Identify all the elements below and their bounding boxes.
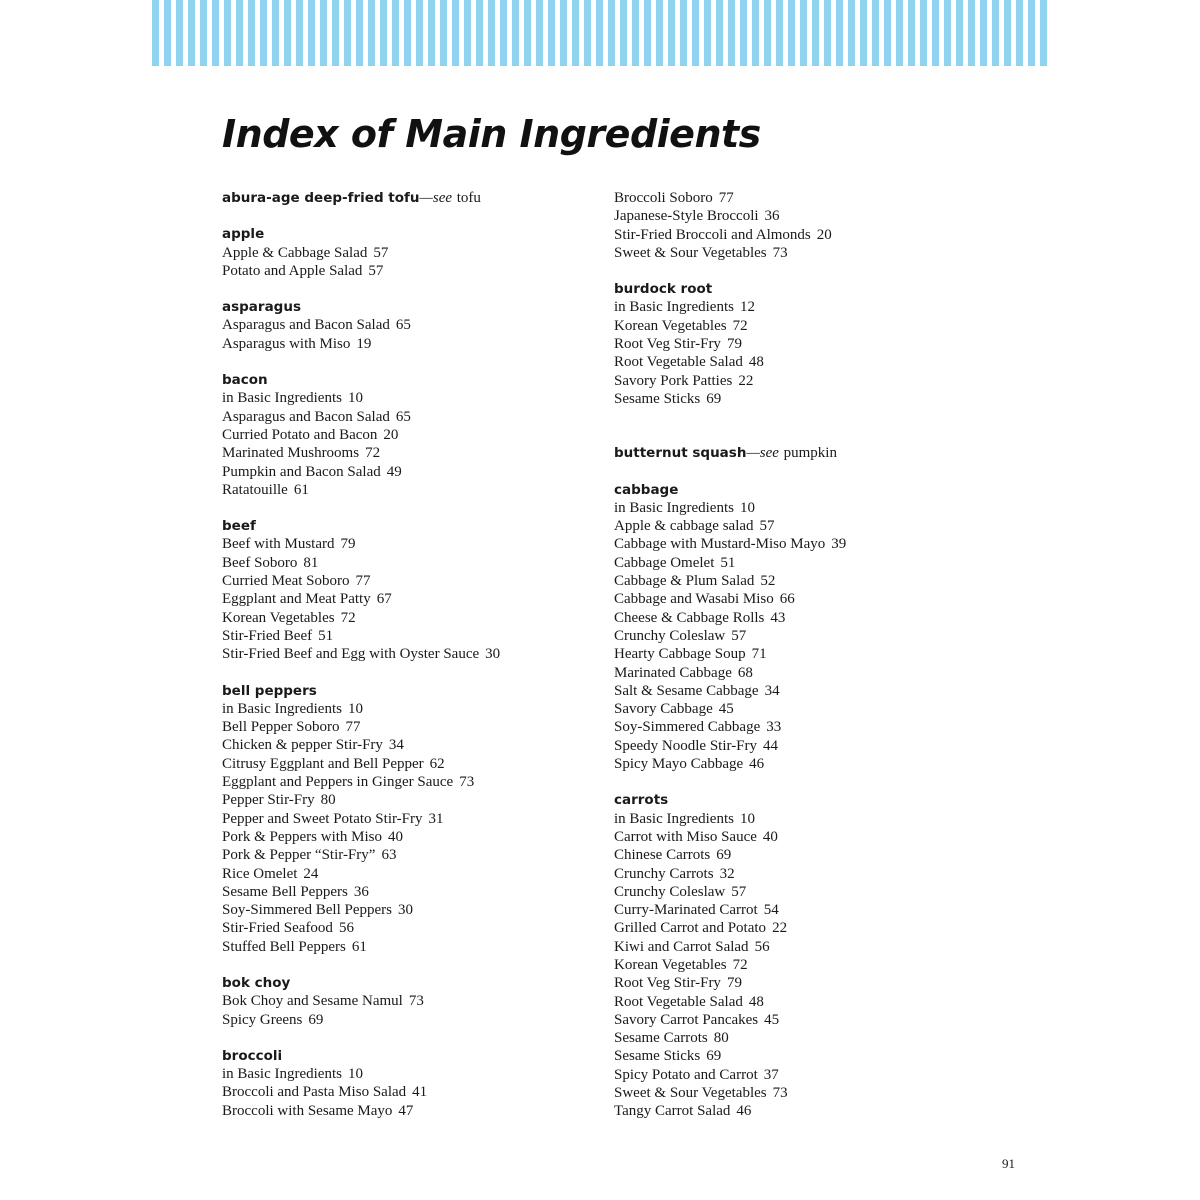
index-item <box>222 901 602 919</box>
index-item <box>614 810 1014 828</box>
item-page: 37 <box>763 1066 779 1083</box>
see-dash: — <box>419 190 433 206</box>
item-name: Pork & Peppers with Miso <box>222 828 383 845</box>
index-item <box>222 919 602 937</box>
index-item <box>614 700 1014 718</box>
decorative-stripe-band <box>152 0 1048 66</box>
index-item <box>614 865 1014 883</box>
index-item <box>614 846 1014 864</box>
item-name: Citrusy Eggplant and Bell Pepper <box>222 755 424 772</box>
index-item <box>614 993 1014 1011</box>
index-item <box>614 883 1014 901</box>
item-page: 56 <box>754 938 770 955</box>
index-entry <box>222 189 602 207</box>
index-item <box>614 1029 1014 1047</box>
item-page: 57 <box>731 883 747 900</box>
item-name: Sweet & Sour Vegetables <box>614 244 767 261</box>
index-item <box>222 1011 602 1029</box>
item-name: in Basic Ingredients <box>614 810 734 827</box>
item-page: 81 <box>303 554 319 571</box>
entry-heading <box>614 444 1014 462</box>
item-page: 12 <box>739 299 755 316</box>
see-target: tofu <box>456 190 481 206</box>
index-entry <box>222 1047 602 1120</box>
index-item <box>222 389 602 407</box>
entry-heading-text: carrots <box>614 792 669 809</box>
item-page: 10 <box>347 1066 363 1083</box>
item-name: Ratatouille <box>222 481 288 498</box>
index-item <box>222 244 602 262</box>
item-page: 52 <box>760 573 776 590</box>
item-name: Pork & Pepper “Stir-Fry” <box>222 847 376 864</box>
item-name: Savory Cabbage <box>614 701 713 718</box>
item-page: 65 <box>395 408 411 425</box>
entry-heading <box>222 682 602 700</box>
item-name: Asparagus and Bacon Salad <box>222 317 390 334</box>
item-page: 69 <box>716 847 732 864</box>
item-page: 10 <box>347 390 363 407</box>
item-name: Korean Vegetables <box>614 956 727 973</box>
item-page: 73 <box>459 774 475 791</box>
item-page: 19 <box>356 335 372 352</box>
index-item <box>614 1047 1014 1065</box>
item-page: 32 <box>719 865 735 882</box>
index-item <box>614 554 1014 572</box>
item-name: Root Vegetable Salad <box>614 993 743 1010</box>
item-page: 65 <box>395 317 411 334</box>
item-name: Curried Meat Soboro <box>222 573 350 590</box>
item-page: 20 <box>816 226 832 243</box>
item-name: Pumpkin and Bacon Salad <box>222 463 381 480</box>
entry-heading <box>222 974 602 992</box>
item-page: 10 <box>739 499 755 516</box>
index-item <box>222 444 602 462</box>
entry-heading <box>222 189 602 207</box>
item-name: Curry-Marinated Carrot <box>614 902 758 919</box>
item-name: Stuffed Bell Peppers <box>222 938 346 955</box>
item-name: Soy-Simmered Bell Peppers <box>222 902 392 919</box>
see-reference: see <box>759 445 779 462</box>
item-page: 10 <box>739 810 755 827</box>
index-item <box>222 426 602 444</box>
index-item <box>614 590 1014 608</box>
item-page: 67 <box>376 591 392 608</box>
item-page: 69 <box>706 1048 722 1065</box>
index-item <box>222 316 602 334</box>
index-item <box>614 244 1014 262</box>
item-page: 54 <box>763 902 779 919</box>
entry-heading-text: asparagus <box>222 299 301 316</box>
item-page: 66 <box>779 591 795 608</box>
entry-heading <box>614 280 1014 298</box>
index-item <box>614 938 1014 956</box>
item-page: 62 <box>429 755 445 772</box>
item-name: Apple & cabbage salad <box>614 518 754 535</box>
entry-heading-text: broccoli <box>222 1047 283 1064</box>
index-item <box>614 207 1014 225</box>
item-page: 22 <box>772 920 788 937</box>
index-item <box>614 189 1014 207</box>
item-name: in Basic Ingredients <box>222 700 342 717</box>
item-page: 48 <box>748 354 764 371</box>
item-name: Sweet & Sour Vegetables <box>614 1085 767 1102</box>
index-item <box>614 645 1014 663</box>
item-page: 51 <box>318 627 334 644</box>
item-name: Apple & Cabbage Salad <box>222 244 368 261</box>
item-name: Beef with Mustard <box>222 536 335 553</box>
item-page: 34 <box>764 682 780 699</box>
item-page: 36 <box>764 208 780 225</box>
item-page: 49 <box>386 463 402 480</box>
index-item <box>614 682 1014 700</box>
see-dash: — <box>746 445 760 462</box>
item-name: Broccoli Soboro <box>614 190 713 206</box>
index-item <box>614 535 1014 553</box>
item-name: in Basic Ingredients <box>222 390 342 407</box>
item-name: Beef Soboro <box>222 554 298 571</box>
index-item <box>614 901 1014 919</box>
item-page: 77 <box>718 190 734 206</box>
index-entry <box>614 791 1014 1120</box>
item-page: 79 <box>726 336 742 353</box>
item-name: Stir-Fried Broccoli and Almonds <box>614 226 811 243</box>
index-item <box>222 883 602 901</box>
entry-heading-text: bacon <box>222 372 268 389</box>
index-item <box>222 1083 602 1101</box>
see-reference: see <box>432 190 453 206</box>
item-page: 71 <box>751 646 767 663</box>
index-entry <box>222 225 602 280</box>
item-name: Sesame Sticks <box>614 1048 701 1065</box>
index-item <box>614 609 1014 627</box>
item-page: 30 <box>397 902 413 919</box>
item-name: Chicken & pepper Stir-Fry <box>222 737 383 754</box>
item-page: 80 <box>320 792 336 809</box>
index-item <box>614 572 1014 590</box>
index-item <box>222 554 602 572</box>
index-item <box>614 1011 1014 1029</box>
index-item <box>614 335 1014 353</box>
item-name: Root Vegetable Salad <box>614 354 743 371</box>
index-item <box>614 517 1014 535</box>
index-item <box>222 938 602 956</box>
item-page: 45 <box>718 701 734 718</box>
index-item <box>614 1066 1014 1084</box>
item-page: 46 <box>736 1103 752 1120</box>
index-entry <box>222 298 602 353</box>
item-page: 41 <box>412 1084 428 1101</box>
item-name: Speedy Noodle Stir-Fry <box>614 737 758 754</box>
item-name: Broccoli with Sesame Mayo <box>222 1102 393 1119</box>
index-item <box>614 353 1014 371</box>
item-name: Rice Omelet <box>222 865 298 882</box>
index-item <box>614 974 1014 992</box>
item-page: 43 <box>770 609 786 626</box>
entry-heading <box>614 481 1014 499</box>
entry-heading-text: burdock root <box>614 281 713 298</box>
index-entry <box>614 189 1014 262</box>
item-page: 57 <box>368 262 384 279</box>
index-item <box>614 390 1014 408</box>
index-item <box>222 645 602 663</box>
item-name: Stir-Fried Beef and Egg with Oyster Sauce <box>222 646 480 663</box>
item-page: 40 <box>762 828 778 845</box>
item-name: Grilled Carrot and Potato <box>614 920 767 937</box>
item-name: Marinated Mushrooms <box>222 445 360 462</box>
item-name: Potato and Apple Salad <box>222 262 363 279</box>
index-entry <box>614 444 1014 462</box>
item-page: 48 <box>748 993 764 1010</box>
item-page: 61 <box>293 481 309 498</box>
index-item <box>222 718 602 736</box>
item-name: Bell Pepper Soboro <box>222 719 340 736</box>
item-name: Korean Vegetables <box>222 609 335 626</box>
index-item <box>222 791 602 809</box>
index-item <box>222 335 602 353</box>
item-page: 31 <box>428 810 444 827</box>
item-name: Stir-Fried Seafood <box>222 920 333 937</box>
item-name: Spicy Potato and Carrot <box>614 1066 758 1083</box>
item-page: 72 <box>732 317 748 334</box>
item-page: 77 <box>355 573 371 590</box>
item-name: Chinese Carrots <box>614 847 711 864</box>
item-page: 45 <box>764 1011 780 1028</box>
index-item <box>614 828 1014 846</box>
entry-heading <box>222 517 602 535</box>
index-item <box>222 755 602 773</box>
entry-heading-text: beef <box>222 518 256 535</box>
item-name: Spicy Mayo Cabbage <box>614 756 744 773</box>
item-name: Japanese-Style Broccoli <box>614 208 759 225</box>
item-name: Cabbage & Plum Salad <box>614 573 755 590</box>
index-item <box>222 865 602 883</box>
page-number: 91 <box>1002 1156 1015 1171</box>
item-page: 57 <box>759 518 775 535</box>
item-name: Broccoli and Pasta Miso Salad <box>222 1084 407 1101</box>
item-page: 73 <box>408 993 424 1010</box>
index-item <box>222 828 602 846</box>
index-item <box>222 1065 602 1083</box>
index-item <box>614 718 1014 736</box>
item-page: 30 <box>485 646 501 663</box>
item-page: 22 <box>738 372 754 389</box>
page-title: Index of Main Ingredients <box>222 112 761 156</box>
index-entry <box>222 974 602 1029</box>
index-entry <box>614 481 1014 774</box>
item-page: 73 <box>772 244 788 261</box>
entry-heading <box>614 791 1014 809</box>
entry-heading-text: bok choy <box>222 974 291 991</box>
item-name: Korean Vegetables <box>614 317 727 334</box>
item-page: 69 <box>308 1011 324 1028</box>
item-name: Sesame Sticks <box>614 390 701 407</box>
item-page: 39 <box>831 536 847 553</box>
item-name: Stir-Fried Beef <box>222 627 313 644</box>
entry-heading <box>222 371 602 389</box>
item-name: Cheese & Cabbage Rolls <box>614 609 765 626</box>
item-name: Crunchy Coleslaw <box>614 883 726 900</box>
item-name: Carrot with Miso Sauce <box>614 828 757 845</box>
index-item <box>614 226 1014 244</box>
item-name: Cabbage Omelet <box>614 554 715 571</box>
index-item <box>222 463 602 481</box>
index-item <box>222 262 602 280</box>
item-page: 47 <box>398 1102 414 1119</box>
item-page: 10 <box>347 700 363 717</box>
index-item <box>614 919 1014 937</box>
item-page: 57 <box>731 627 747 644</box>
item-name: Root Veg Stir-Fry <box>614 975 721 992</box>
item-name: in Basic Ingredients <box>614 499 734 516</box>
item-page: 36 <box>353 883 369 900</box>
item-name: Eggplant and Meat Patty <box>222 591 371 608</box>
item-page: 68 <box>737 664 753 681</box>
index-item <box>222 773 602 791</box>
item-name: Marinated Cabbage <box>614 664 732 681</box>
index-item <box>614 664 1014 682</box>
entry-heading-text: cabbage <box>614 481 679 498</box>
index-item <box>614 627 1014 645</box>
index-item <box>614 1102 1014 1120</box>
index-entry <box>222 371 602 499</box>
item-name: Curried Potato and Bacon <box>222 426 378 443</box>
index-item <box>222 609 602 627</box>
item-page: 73 <box>772 1085 788 1102</box>
item-page: 80 <box>713 1030 729 1047</box>
item-name: Savory Carrot Pancakes <box>614 1011 759 1028</box>
item-name: Crunchy Carrots <box>614 865 714 882</box>
item-name: Soy-Simmered Cabbage <box>614 719 761 736</box>
index-item <box>222 408 602 426</box>
item-name: Salt & Sesame Cabbage <box>614 682 759 699</box>
item-page: 57 <box>373 244 389 261</box>
item-page: 34 <box>388 737 404 754</box>
index-item <box>222 1102 602 1120</box>
item-page: 72 <box>365 445 381 462</box>
item-name: Savory Pork Patties <box>614 372 733 389</box>
see-target: pumpkin <box>783 445 837 462</box>
index-item <box>614 956 1014 974</box>
item-page: 46 <box>749 756 765 773</box>
entry-heading-text: butternut squash <box>614 445 747 462</box>
index-column-left <box>222 189 602 1138</box>
index-item <box>222 736 602 754</box>
item-page: 72 <box>340 609 356 626</box>
item-page: 56 <box>338 920 354 937</box>
index-item <box>222 481 602 499</box>
item-name: Spicy Greens <box>222 1011 303 1028</box>
entry-heading <box>222 1047 602 1065</box>
item-page: 44 <box>763 737 779 754</box>
index-item <box>614 737 1014 755</box>
item-page: 20 <box>383 426 399 443</box>
item-page: 51 <box>720 554 736 571</box>
item-name: Tangy Carrot Salad <box>614 1103 731 1120</box>
item-page: 69 <box>706 390 722 407</box>
item-page: 77 <box>345 719 361 736</box>
item-name: Cabbage with Mustard-Miso Mayo <box>614 536 826 553</box>
index-item <box>614 755 1014 773</box>
index-item <box>222 590 602 608</box>
item-page: 40 <box>388 828 404 845</box>
item-name: Sesame Bell Peppers <box>222 883 348 900</box>
item-name: Cabbage and Wasabi Miso <box>614 591 774 608</box>
item-page: 79 <box>340 536 356 553</box>
item-name: Kiwi and Carrot Salad <box>614 938 749 955</box>
index-item <box>222 535 602 553</box>
item-name: Bok Choy and Sesame Namul <box>222 993 403 1010</box>
index-column-right <box>614 189 1014 1139</box>
item-name: Pepper Stir-Fry <box>222 792 315 809</box>
index-entry <box>222 517 602 663</box>
item-name: Eggplant and Peppers in Ginger Sauce <box>222 774 454 791</box>
item-name: in Basic Ingredients <box>614 299 734 316</box>
item-name: Hearty Cabbage Soup <box>614 646 746 663</box>
item-page: 79 <box>726 975 742 992</box>
item-name: in Basic Ingredients <box>222 1066 342 1083</box>
item-name: Asparagus and Bacon Salad <box>222 408 390 425</box>
item-page: 63 <box>381 847 397 864</box>
index-item <box>614 298 1014 316</box>
item-page: 61 <box>351 938 367 955</box>
item-name: Sesame Carrots <box>614 1030 708 1047</box>
index-item <box>222 846 602 864</box>
item-name: Pepper and Sweet Potato Stir-Fry <box>222 810 423 827</box>
item-name: Root Veg Stir-Fry <box>614 336 721 353</box>
index-item <box>614 317 1014 335</box>
index-item <box>614 1084 1014 1102</box>
index-entry <box>222 682 602 956</box>
index-item <box>222 992 602 1010</box>
index-item <box>222 627 602 645</box>
item-name: Crunchy Coleslaw <box>614 627 726 644</box>
item-page: 24 <box>303 865 319 882</box>
index-entry <box>614 280 1014 408</box>
index-item <box>222 700 602 718</box>
index-item <box>614 499 1014 517</box>
entry-heading-text: bell peppers <box>222 682 317 699</box>
item-page: 72 <box>732 956 748 973</box>
index-item <box>222 810 602 828</box>
item-page: 33 <box>766 719 782 736</box>
index-item <box>222 572 602 590</box>
entry-heading <box>222 225 602 243</box>
index-item <box>614 372 1014 390</box>
entry-heading-text: apple <box>222 226 265 243</box>
item-name: Asparagus with Miso <box>222 335 351 352</box>
entry-heading <box>222 298 602 316</box>
entry-heading-text: abura-age deep-fried tofu <box>222 190 420 206</box>
